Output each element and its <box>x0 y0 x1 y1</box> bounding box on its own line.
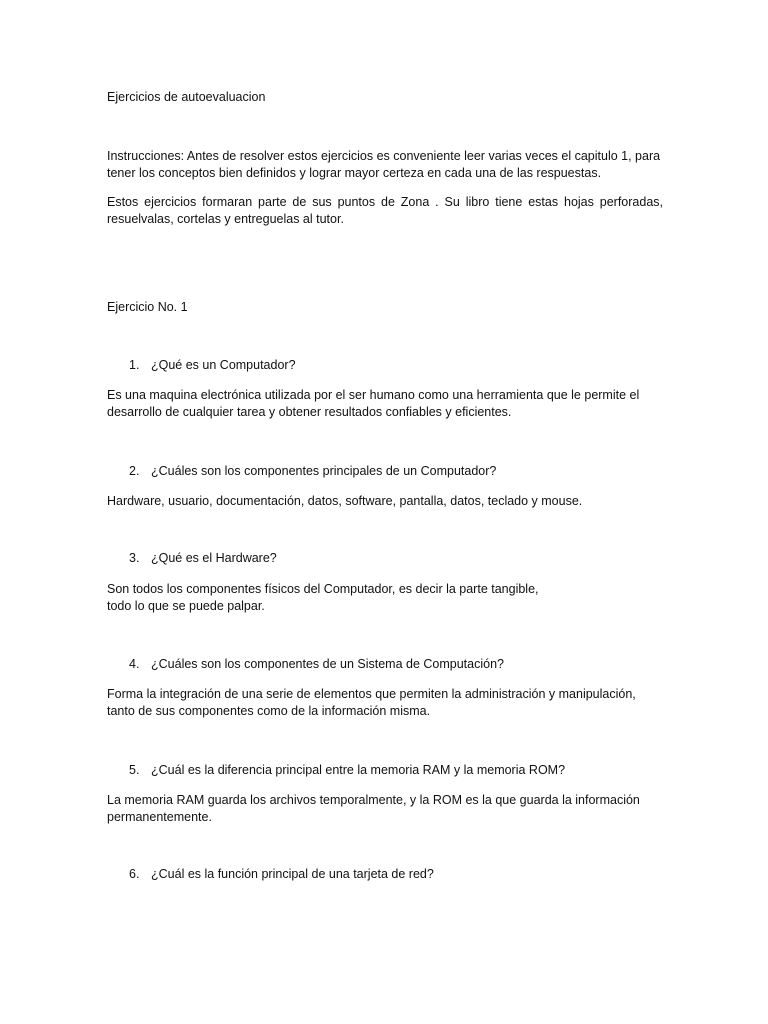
question-number: 6. <box>129 867 140 881</box>
question-2 <box>129 463 496 480</box>
instructions-paragraph: Instrucciones: Antes de resolver estos ejercicios es conveniente leer varias veces el capitulo 1, para tener los conceptos bien definidos y lograr mayor certeza en cada una de las respuestas. <box>107 149 661 180</box>
question-text: ¿Qué es el Hardware? <box>151 551 277 565</box>
question-number: 1. <box>129 358 140 372</box>
question-number: 4. <box>129 657 140 671</box>
question-6 <box>129 866 434 883</box>
note-paragraph: Estos ejercicios formaran parte de sus puntos de Zona . Su libro tiene estas hojas perforadas, resuelvalas, cortelas y entreguelas al tutor. <box>107 195 663 226</box>
question-text: ¿Cuáles son los componentes de un Sistema de Computación? <box>151 657 504 671</box>
question-4 <box>129 656 504 673</box>
question-number: 3. <box>129 551 140 565</box>
document-title: Ejercicios de autoevaluacion <box>107 90 266 104</box>
question-3 <box>129 550 277 567</box>
answer-2: Hardware, usuario, documentación, datos, software, pantalla, datos, teclado y mouse. <box>107 494 583 508</box>
answer-3: Son todos los componentes físicos del Computador, es decir la parte tangible, todo lo que se puede palpar. <box>107 582 539 613</box>
question-5 <box>129 762 565 779</box>
question-text: ¿Cuál es la diferencia principal entre la memoria RAM y la memoria ROM? <box>151 763 566 777</box>
question-number: 5. <box>129 763 140 777</box>
question-text: ¿Cuál es la función principal de una tarjeta de red? <box>151 867 434 881</box>
question-number: 2. <box>129 464 140 478</box>
question-text: ¿Cuáles son los componentes principales de un Computador? <box>151 464 497 478</box>
answer-5: La memoria RAM guarda los archivos temporalmente, y la ROM es la que guarda la información permanentemente. <box>107 793 640 824</box>
question-1 <box>129 357 296 374</box>
question-text: ¿Qué es un Computador? <box>151 358 296 372</box>
exercise-heading: Ejercicio No. 1 <box>107 300 188 314</box>
answer-1: Es una maquina electrónica utilizada por el ser humano como una herramienta que le permite el desarrollo de cualquier tarea y obtener resultados confiables y eficientes. <box>107 388 640 419</box>
answer-4: Forma la integración de una serie de elementos que permiten la administración y manipulación, tanto de sus componentes como de la información misma. <box>107 687 636 718</box>
